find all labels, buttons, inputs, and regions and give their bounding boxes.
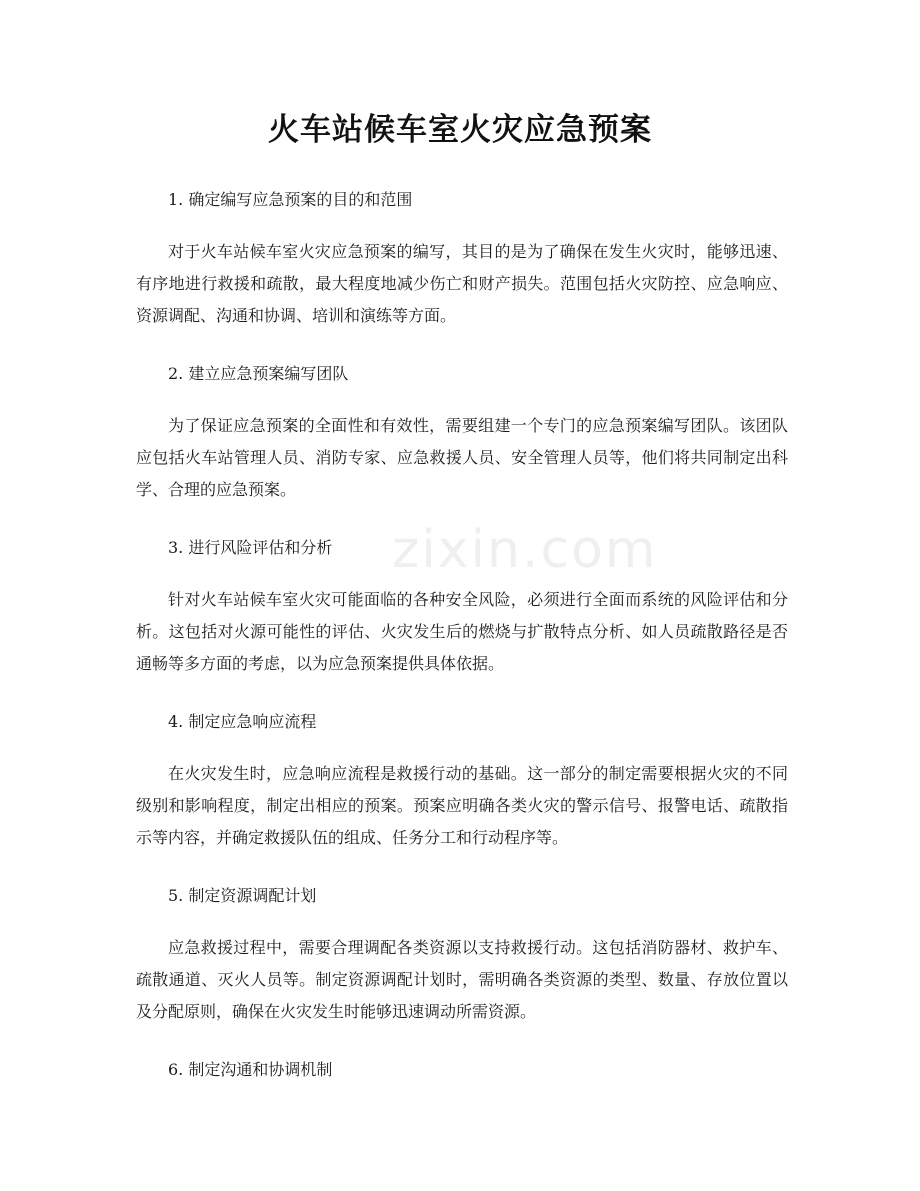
section-heading: 4. 制定应急响应流程 (168, 712, 317, 731)
section-heading: 3. 进行风险评估和分析 (168, 538, 333, 557)
section-heading: 2. 建立应急预案编写团队 (168, 364, 349, 383)
section-3 (136, 532, 788, 706)
section-4 (136, 706, 788, 880)
section-6 (136, 1054, 788, 1086)
section-2 (136, 358, 788, 532)
section-paragraph: 在火灾发生时，应急响应流程是救援行动的基础。这一部分的制定需要根据火灾的不同级别和影响程度，制定出相应的预案。预案应明确各类火灾的警示信号、报警电话、疏散指示等内容，并确定救援队伍的组成、任务分工和行动程序等。 (136, 764, 788, 847)
watermark: zixin.com (392, 520, 658, 580)
section-5 (136, 880, 788, 1054)
section-1 (136, 184, 788, 358)
section-heading: 5. 制定资源调配计划 (168, 886, 317, 905)
document-body (136, 184, 788, 1086)
section-heading: 6. 制定沟通和协调机制 (168, 1060, 333, 1079)
section-paragraph: 针对火车站候车室火灾可能面临的各种安全风险，必须进行全面而系统的风险评估和分析。这包括对火源可能性的评估、火灾发生后的燃烧与扩散特点分析、如人员疏散路径是否通畅等多方面的考虑，以为应急预案提供具体依据。 (136, 590, 788, 673)
section-heading: 1. 确定编写应急预案的目的和范围 (168, 190, 413, 209)
document-title: 火车站候车室火灾应急预案 (268, 112, 652, 148)
section-paragraph: 为了保证应急预案的全面性和有效性，需要组建一个专门的应急预案编写团队。该团队应包括火车站管理人员、消防专家、应急救援人员、安全管理人员等，他们将共同制定出科学、合理的应急预案。 (136, 416, 788, 499)
section-paragraph: 对于火车站候车室火灾应急预案的编写，其目的是为了确保在发生火灾时，能够迅速、有序地进行救援和疏散，最大程度地减少伤亡和财产损失。范围包括火灾防控、应急响应、资源调配、沟通和协调、培训和演练等方面。 (136, 242, 788, 325)
section-paragraph: 应急救援过程中，需要合理调配各类资源以支持救援行动。这包括消防器材、救护车、疏散通道、灭火人员等。制定资源调配计划时，需明确各类资源的类型、数量、存放位置以及分配原则，确保在火灾发生时能够迅速调动所需资源。 (136, 938, 788, 1021)
